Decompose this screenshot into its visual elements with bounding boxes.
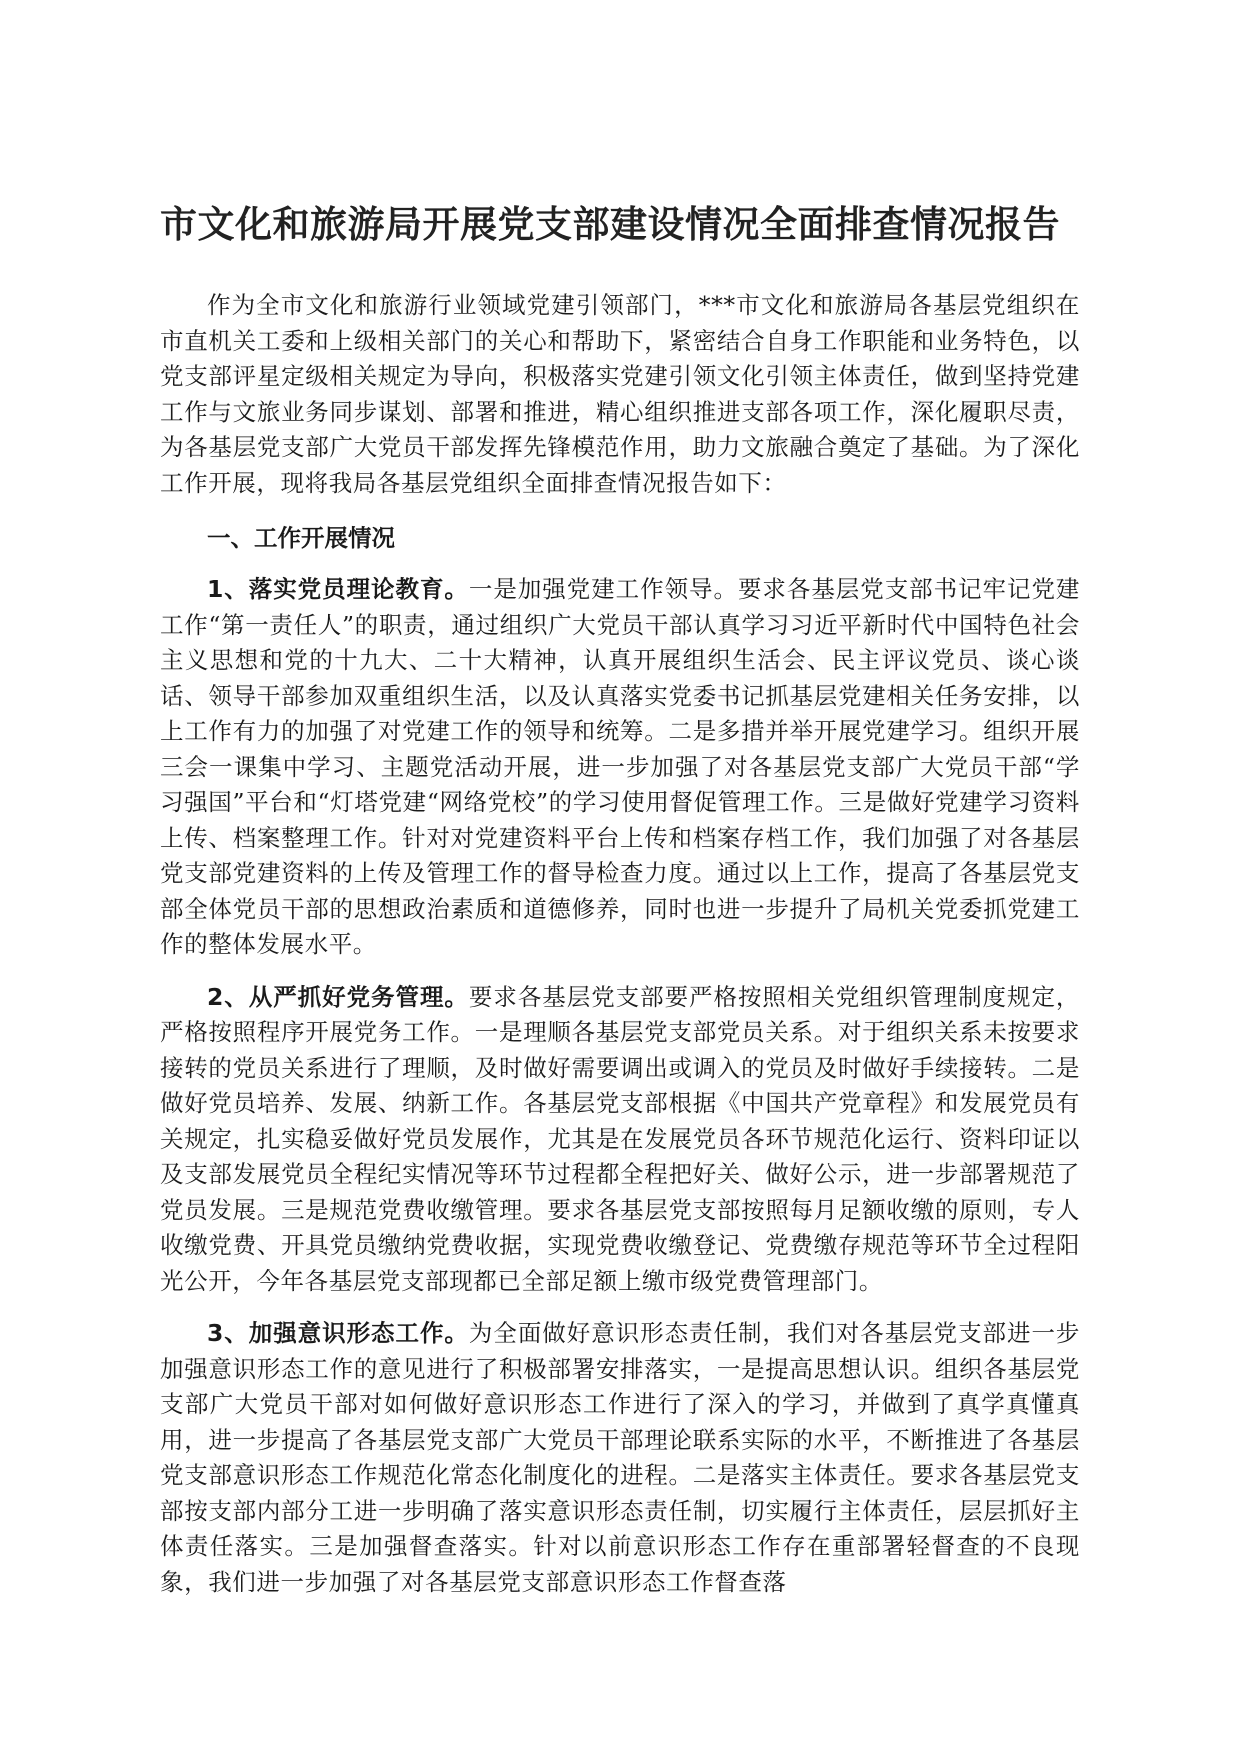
item-paragraph [160, 572, 1080, 963]
document-title: 市文化和旅游局开展党支部建设情况全面排查情况报告 [160, 203, 1060, 246]
item-body: 为全面做好意识形态责任制，我们对各基层党支部进一步加强意识形态工作的意见进行了积极部署安排落实，一是提高思想认识。组织各基层党支部广大党员干部对如何做好意识形态工作进行了深入的学习，并做到了真学真懂真用，进一步提高了各基层党支部广大党员干部理论联系实际的水平，不断推进了各基层党支部意识形态工作规范化常态化制度化的进程。二是落实主体责任。要求各基层党支部按支部内部分工进一步明确了落实意识形态责任制，切实履行主体责任，层层抓好主体责任落实。三是加强督查落实。针对以前意识形态工作存在重部署轻督查的不良现象，我们进一步加强了对各基层党支部意识形态工作督查落 [160, 1319, 1081, 1596]
item-body: 一是加强党建工作领导。要求各基层党支部书记牢记党建工作“第一责任人”的职责，通过组织广大党员干部认真学习习近平新时代中国特色社会主义思想和党的十九大、二十大精神，认真开展组织生活会、民主评议党员、谈心谈话、领导干部参加双重组织生活，以及认真落实党委书记抓基层党建相关任务安排，以上工作有力的加强了对党建工作的领导和统筹。二是多措并举开展党建学习。组织开展三会一课集中学习、主题党活动开展，进一步加强了对各基层党支部广大党员干部“学习强国”平台和“灯塔党建“网络党校”的学习使用督促管理工作。三是做好党建学习资料上传、档案整理工作。针对对党建资料平台上传和档案存档工作，我们加强了对各基层党支部党建资料的上传及管理工作的督导检查力度。通过以上工作，提高了各基层党支部全体党员干部的思想政治素质和道德修养，同时也进一步提升了局机关党委抓党建工作的整体发展水平。 [160, 575, 1081, 958]
section-heading: 一、工作开展情况 [207, 524, 395, 552]
item-lead: 2、从严抓好党务管理。 [207, 982, 469, 1011]
item-paragraph [160, 1316, 1080, 1600]
item-lead: 1、落实党员理论教育。 [207, 575, 469, 603]
item-lead: 3、加强意识形态工作。 [207, 1319, 469, 1347]
document-page [160, 200, 1080, 1617]
intro-paragraph: 作为全市文化和旅游行业领域党建引领部门，***市文化和旅游局各基层党组织在市直机关工委和上级相关部门的关心和帮助下，紧密结合自身工作职能和业务特色，以党支部评星定级相关规定为导向，积极落实党建引领文化引领主体责任，做到坚持党建工作与文旅业务同步谋划、部署和推进，精心组织推进支部各项工作，深化履职尽责，为各基层党支部广大党员干部发挥先锋模范作用，助力文旅融合奠定了基础。为了深化工作开展，现将我局各基层党组织全面排查情况报告如下： [160, 291, 1080, 497]
item-body: 要求各基层党支部要严格按照相关党组织管理制度规定，严格按照程序开展党务工作。一是理顺各基层党支部党员关系。对于组织关系未按要求接转的党员关系进行了理顺，及时做好需要调出或调入的党员及时做好手续接转。二是做好党员培养、发展、纳新工作。各基层党支部根据《中国共产党章程》和发展党员有关规定，扎实稳妥做好党员发展作，尤其是在发展党员各环节规范化运行、资料印证以及支部发展党员全程纪实情况等环节过程都全程把好关、做好公示，进一步部署规范了党员发展。三是规范党费收缴管理。要求各基层党支部按照每月足额收缴的原则，专人收缴党费、开具党员缴纳党费收据，实现党费收缴登记、党费缴存规范等环节全过程阳光公开，今年各基层党支部现都已全部足额上缴市级党费管理部门。 [160, 982, 1081, 1295]
item-paragraph [160, 980, 1080, 1300]
